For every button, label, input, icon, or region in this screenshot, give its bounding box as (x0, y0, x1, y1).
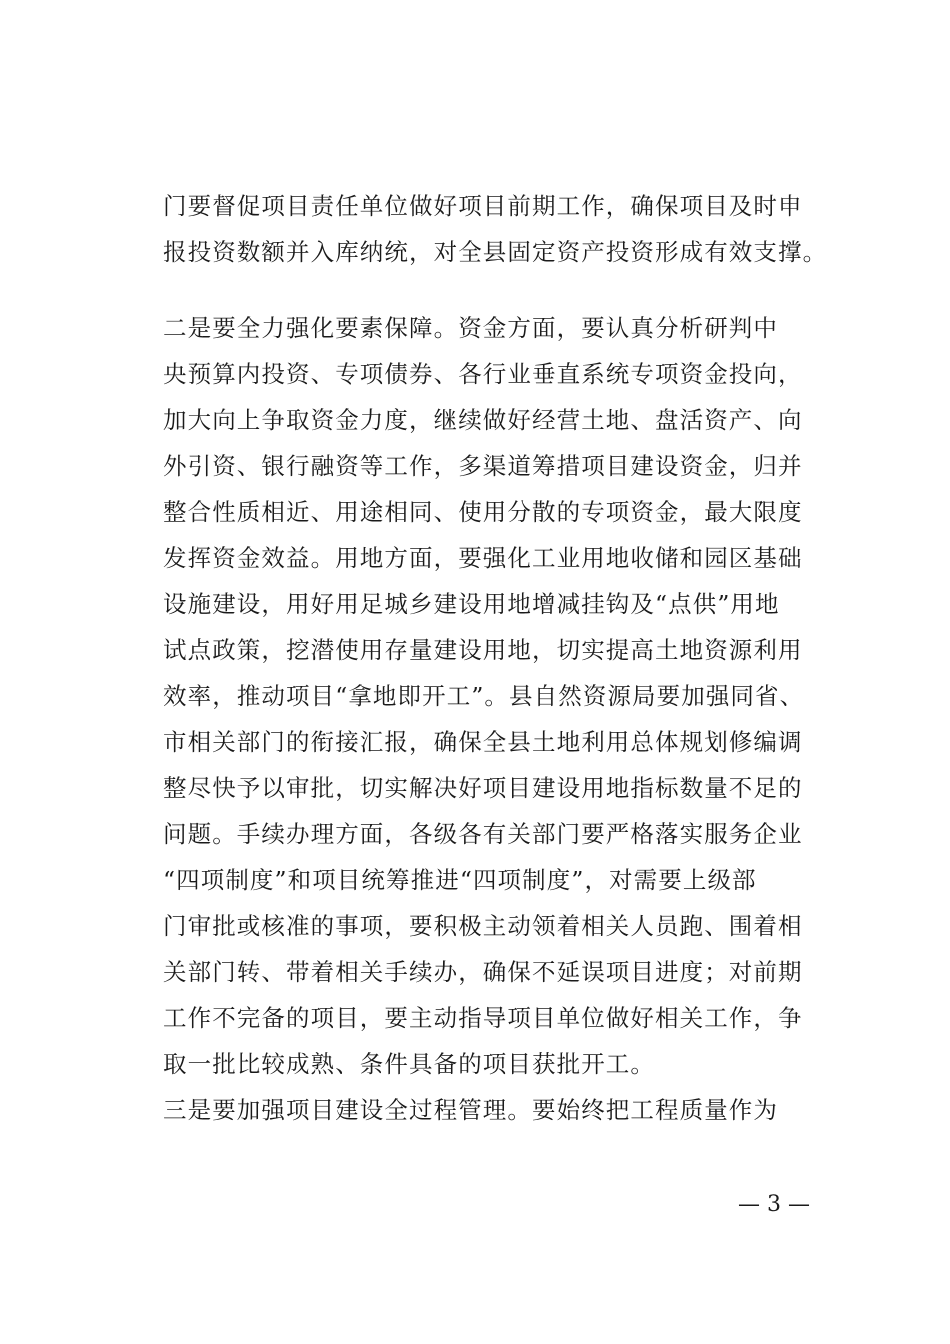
text-line: 央预算内投资、专项债券、各行业垂直系统专项资金投向， (163, 360, 803, 388)
text-line: 效率，推动项目“拿地即开工”。县自然资源局要加强同省、 (163, 682, 805, 710)
text-line: 问题。手续办理方面，各级各有关部门要严格落实服务企业 (163, 820, 803, 848)
text-line: 取一批比较成熟、条件具备的项目获批开工。 (163, 1050, 655, 1078)
text-line: 整尽快予以审批，切实解决好项目建设用地指标数量不足的 (163, 774, 803, 802)
text-line: 门审批或核准的事项，要积极主动领着相关人员跑、围着相 (163, 912, 803, 940)
text-line: 外引资、银行融资等工作，多渠道筹措项目建设资金，归并 (163, 452, 803, 480)
paragraph-2-first-line: 二是要全力强化要素保障。资金方面，要认真分析研判中 (163, 314, 778, 342)
text-line: 报投资数额并入库纳统，对全县固定资产投资形成有效支撑。 (163, 238, 828, 266)
text-line: 市相关部门的衔接汇报，确保全县土地利用总体规划修编调 (163, 728, 803, 756)
text-line: 试点政策，挖潜使用存量建设用地，切实提高土地资源利用 (163, 636, 803, 664)
paragraph-3-first-line: 三是要加强项目建设全过程管理。要始终把工程质量作为 (163, 1096, 778, 1124)
text-line: 设施建设，用好用足城乡建设用地增减挂钩及“点供”用地 (163, 590, 780, 618)
text-line: 整合性质相近、用途相同、使用分散的专项资金，最大限度 (163, 498, 803, 526)
text-line: 加大向上争取资金力度，继续做好经营土地、盘活资产、向 (163, 406, 803, 434)
text-line: 工作不完备的项目，要主动指导项目单位做好相关工作，争 (163, 1004, 803, 1032)
text-line: 门要督促项目责任单位做好项目前期工作，确保项目及时申 (163, 192, 803, 220)
text-line: 发挥资金效益。用地方面，要强化工业用地收储和园区基础 (163, 544, 803, 572)
text-line: 关部门转、带着相关手续办，确保不延误项目进度；对前期 (163, 958, 803, 986)
text-line: “四项制度”和项目统筹推进“四项制度”，对需要上级部 (163, 866, 757, 894)
page-number: — 3 — (738, 1192, 810, 1217)
